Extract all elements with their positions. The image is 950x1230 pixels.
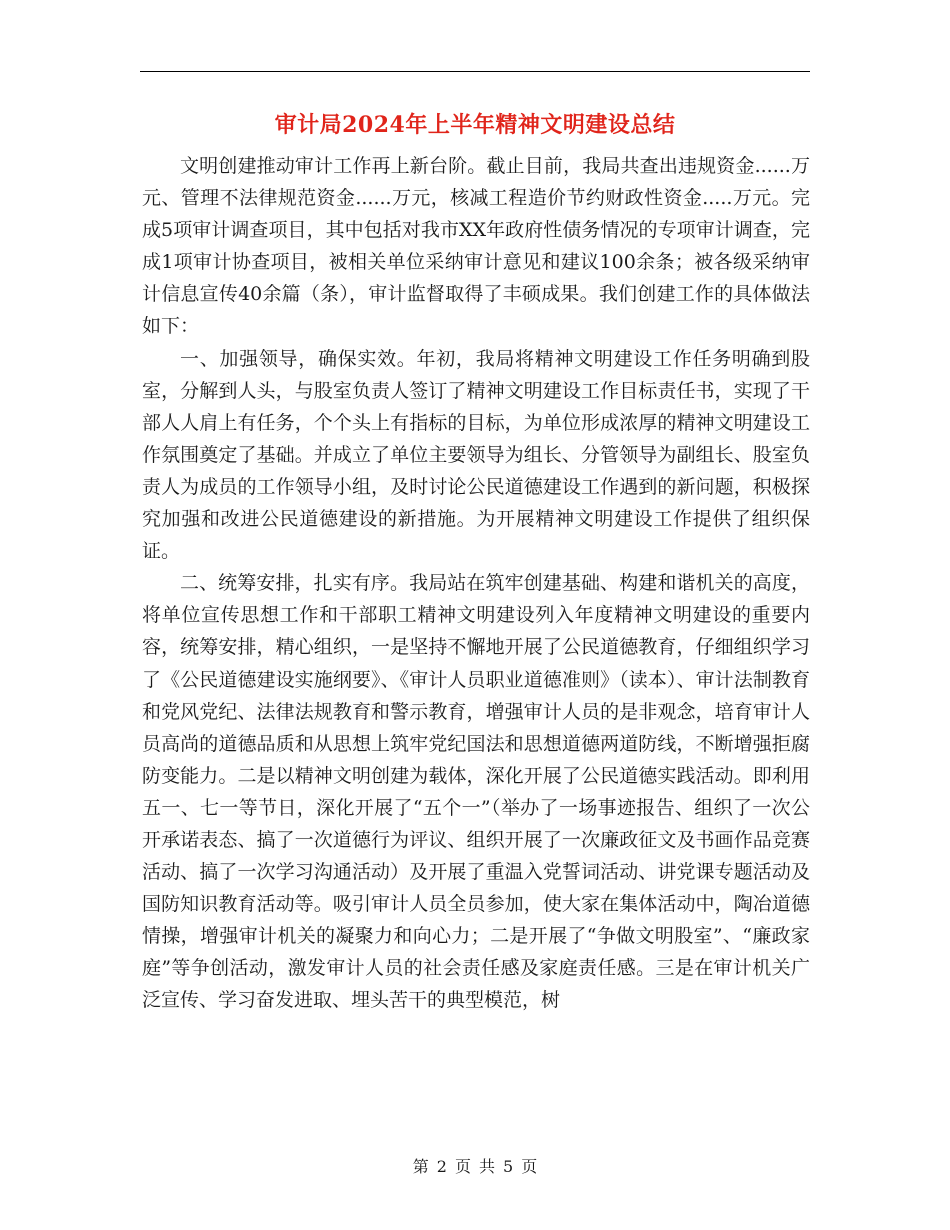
document-title: 审计局2024年上半年精神文明建设总结 [274,112,676,138]
footer-prefix: 第 [412,1157,429,1176]
footer-total-pages: 5 [503,1157,514,1176]
paragraph-planning: 二、统筹安排，扎实有序。我局站在筑牢创建基础、构建和谐机关的高度，将单位宣传思想工作和干部职工精神文明建设列入年度精神文明建设的重要内容，统筹安排，精心组织，一是坚持不懈地开展了公民道德教育，仔细组织学习了《公民道德建设实施纲要》、《审计人员职业道德准则》（读本）、审计法制教育和党风党纪、法律法规教育和警示教育，增强审计人员的是非观念，培育审计人员高尚的道德品质和从思想上筑牢党纪国法和思想道德两道防线，不断增强拒腐防变能力。二是以精神文明创建为载体，深化开展了公民道德实践活动。即利用五一、七一等节日，深化开展了“五个一”（举办了一场事迹报告、组织了一次公开承诺表态、搞了一次道德行为评议、组织开展了一次廉政征文及书画作品竞赛活动、搞了一次学习沟通活动）及开展了重温入党誓词活动、讲党课专题活动及国防知识教育活动等。吸引审计人员全员参加，使大家在集体活动中，陶冶道德情操，增强审计机关的凝聚力和向心力；二是开展了“争做文明股室”、“廉政家庭”等争创活动，激发审计人员的社会责任感及家庭责任感。三是在审计机关广泛宣传、学习奋发进取、埋头苦干的典型模范，树 [142,572,810,1012]
document-body [142,150,810,1017]
page-footer [140,1154,810,1177]
footer-current-page: 2 [436,1157,447,1176]
paragraph-leadership: 一、加强领导，确保实效。年初，我局将精神文明建设工作任务明确到股室，分解到人头，与股室负责人签订了精神文明建设工作目标责任书，实现了干部人人肩上有任务，个个头上有指标的目标，为单位形成浓厚的精神文明建设工作氛围奠定了基础。并成立了单位主要领导为组长、分管领导为副组长、股室负责人为成员的工作领导小组，及时讨论公民道德建设工作遇到的新问题，积极探究加强和改进公民道德建设的新措施。为开展精神文明建设工作提供了组织保证。 [142,347,810,563]
paragraph-intro: 文明创建推动审计工作再上新台阶。截止目前，我局共查出违规资金......万元、管理不法律规范资金......万元，核减工程造价节约财政性资金.....万元。完成5项审计调查项目，其中包括对我市XX年政府性债务情况的专项审计调查，完成1项审计协查项目，被相关单位采纳审计意见和建议100余条；被各级采纳审计信息宣传40余篇（条），审计监督取得了丰硕成果。我们创建工作的具体做法如下： [142,155,810,338]
footer-of-word: 共 [479,1157,496,1176]
header-rule [140,71,810,72]
footer-page-word: 页 [454,1157,471,1176]
footer-suffix: 页 [521,1157,538,1176]
